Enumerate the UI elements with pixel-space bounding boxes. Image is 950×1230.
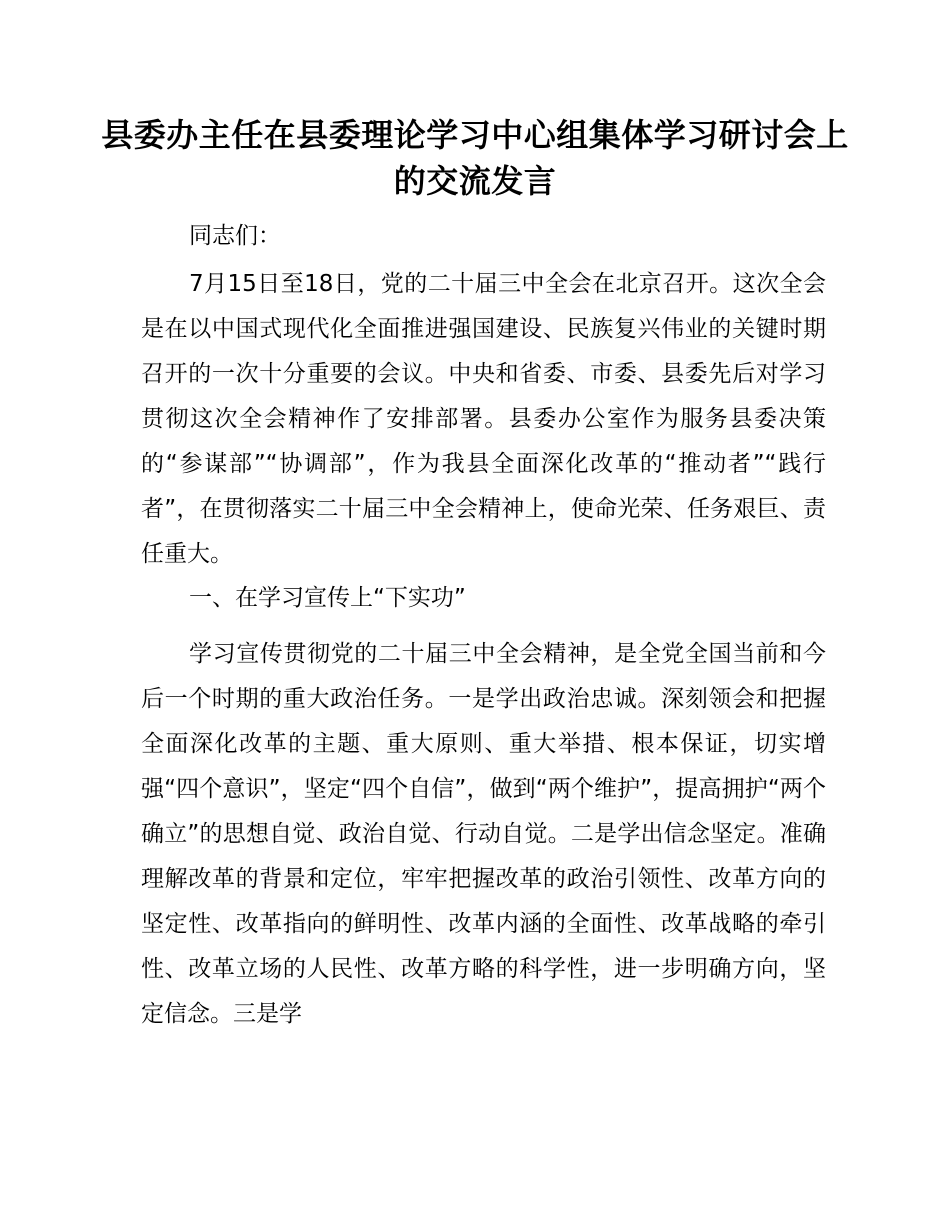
paragraph-2: 学习宣传贯彻党的二十届三中全会精神，是全党全国当前和今后一个时期的重大政治任务。一是学出政治忠诚。深刻领会和把握全面深化改革的主题、重大原则、重大举措、根本保证，切实增强“四个意识”，坚定“四个自信”，做到“两个维护”，提高拥护“两个确立”的思想自觉、政治自觉、行动自觉。二是学出信念坚定。准确理解改革的背景和定位，牢牢把握改革的政治引领性、改革方向的坚定性、改革指向的鲜明性、改革内涵的全面性、改革战略的牵引性、改革立场的人民性、改革方略的科学性，进一步明确方向，坚定信念。三是学 (141, 641, 826, 1027)
section-heading-1: 一、在学习宣传上“下实功” (189, 585, 466, 611)
document-title: 县委办主任在县委理论学习中心组集体学习研讨会上的交流发言 (101, 116, 849, 200)
salutation: 同志们： (189, 223, 281, 249)
paragraph-1: 7月15日至18日，党的二十届三中全会在北京召开。这次全会是在以中国式现代化全面推进强国建设、民族复兴伟业的关键时期召开的一次十分重要的会议。中央和省委、市委、县委先后对学习贯彻这次全会精神作了安排部署。县委办公室作为服务县委决策的“参谋部”“协调部”，作为我县全面深化改革的“推动者”“践行者”，在贯彻落实二十届三中全会精神上，使命光荣、任务艰巨、责任重大。 (141, 271, 826, 567)
